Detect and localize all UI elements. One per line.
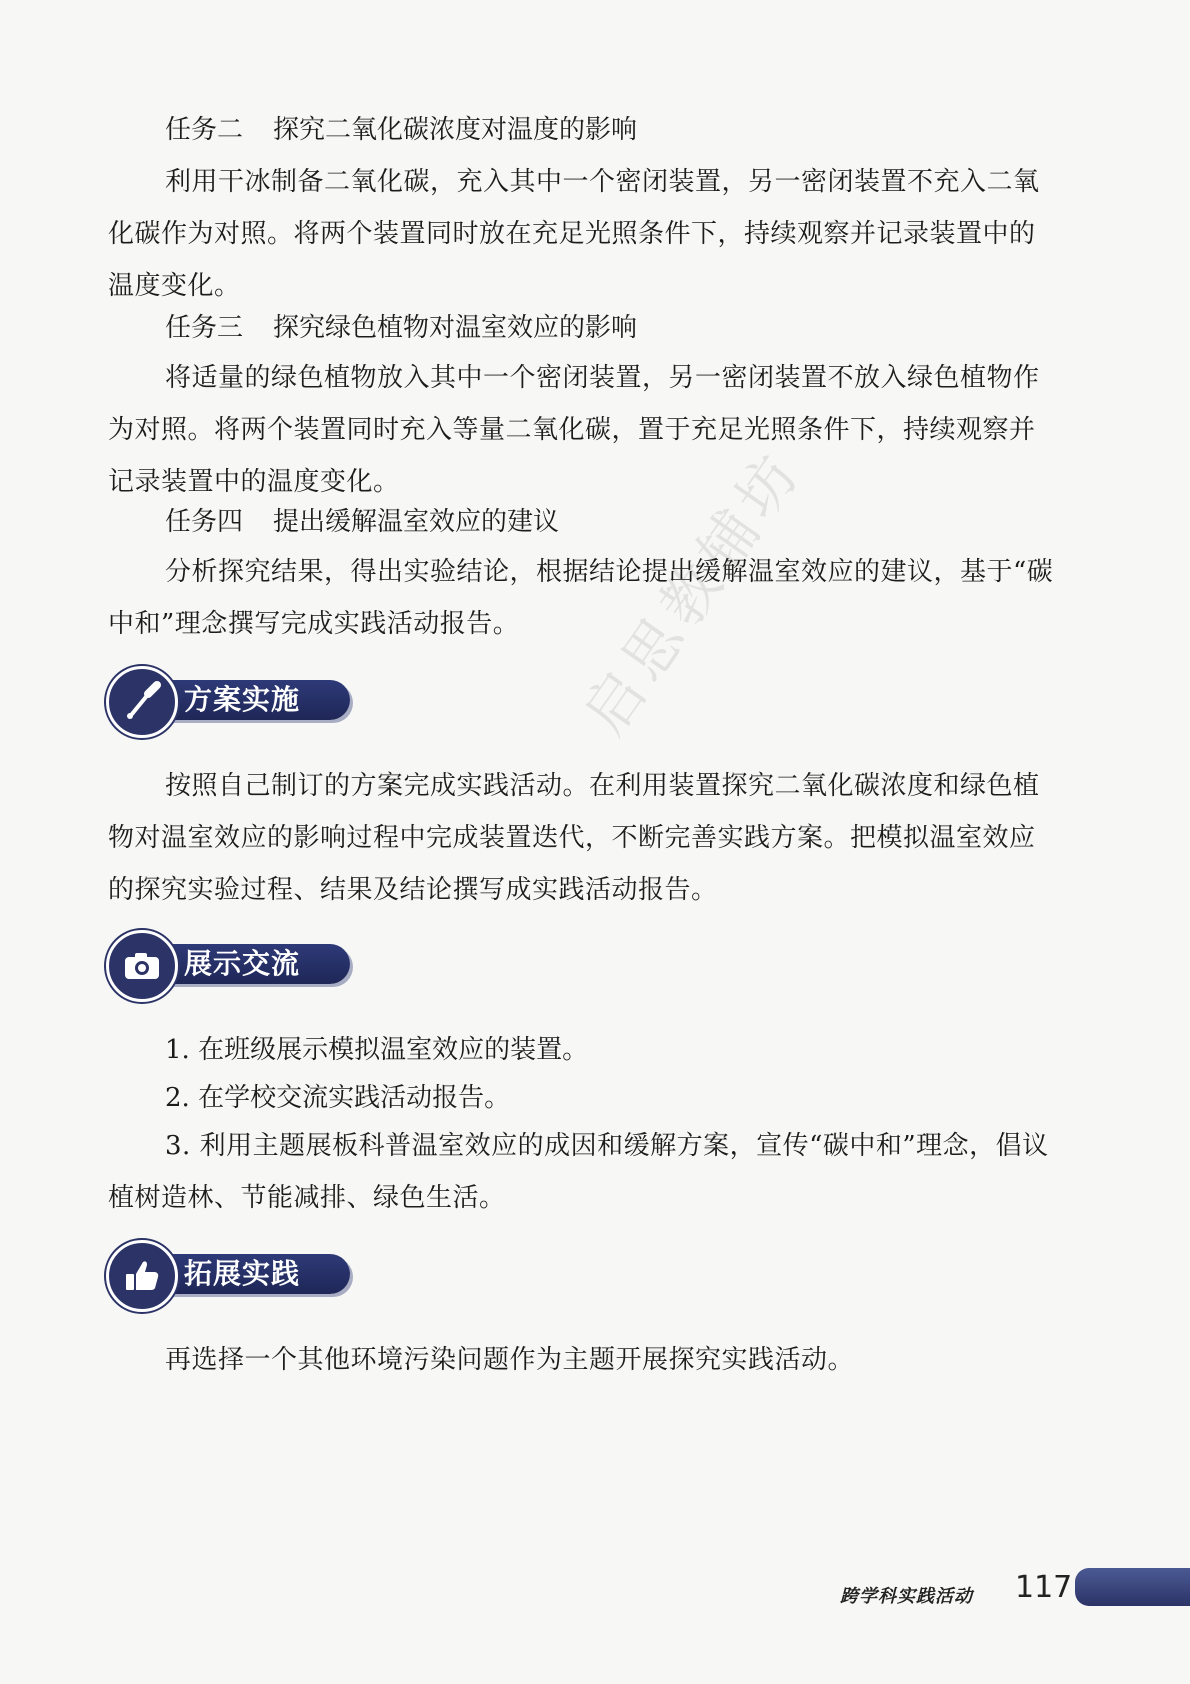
share-item-2: 2. 在学校交流实践活动报告。	[165, 1083, 511, 1113]
section-banner-extend	[106, 1240, 356, 1310]
footer-chapter-label: 跨学科实践活动	[840, 1586, 973, 1607]
task4-heading	[165, 496, 559, 548]
task4-body: 分析探究结果，得出实验结论，根据结论提出缓解温室效应的建议，基于“碳中和”理念撰写完成实践活动报告。	[108, 557, 1054, 639]
footer-tab-decoration	[1075, 1568, 1190, 1606]
task2-heading	[165, 104, 637, 156]
banner-pill	[156, 680, 350, 720]
page-number: 117	[1015, 1570, 1073, 1605]
task4-title: 提出缓解温室效应的建议	[273, 507, 560, 537]
task2-body: 利用干冰制备二氧化碳，充入其中一个密闭装置，另一密闭装置不充入二氧化碳作为对照。将两个装置同时放在充足光照条件下，持续观察并记录装置中的温度变化。	[108, 167, 1040, 301]
task3-number: 任务三	[165, 313, 244, 343]
banner-pill	[156, 1254, 350, 1294]
thumbs-up-icon	[106, 1240, 178, 1312]
section-extend-body: 再选择一个其他环境污染问题作为主题开展探究实践活动。	[165, 1345, 855, 1375]
section-implement-body: 按照自己制订的方案完成实践活动。在利用装置探究二氧化碳浓度和绿色植物对温室效应的影响过程中完成装置迭代，不断完善实践方案。把模拟温室效应的探究实验过程、结果及结论撰写成实践活动报告。	[108, 771, 1040, 905]
task4-number: 任务四	[165, 507, 244, 537]
task2-number: 任务二	[165, 115, 244, 145]
share-item-1: 1. 在班级展示模拟温室效应的装置。	[165, 1035, 589, 1065]
screwdriver-icon	[106, 666, 178, 738]
section-implement-label: 方案实施	[184, 683, 301, 716]
task3-title: 探究绿色植物对温室效应的影响	[273, 313, 638, 343]
task2-title: 探究二氧化碳浓度对温度的影响	[273, 115, 638, 145]
share-item-3: 3. 利用主题展板科普温室效应的成因和缓解方案，宣传“碳中和”理念，倡议植树造林、节能减排、绿色生活。	[108, 1131, 1049, 1213]
banner-pill	[156, 944, 350, 984]
task3-body: 将适量的绿色植物放入其中一个密闭装置，另一密闭装置不放入绿色植物作为对照。将两个装置同时充入等量二氧化碳，置于充足光照条件下，持续观察并记录装置中的温度变化。	[108, 363, 1040, 497]
section-banner-share	[106, 930, 356, 1000]
section-banner-implement	[106, 666, 356, 736]
watermark: 启思教辅坊	[570, 437, 816, 747]
task3-heading	[165, 302, 637, 354]
section-extend-label: 拓展实践	[184, 1257, 301, 1290]
camera-icon	[106, 930, 178, 1002]
section-share-label: 展示交流	[184, 947, 301, 980]
